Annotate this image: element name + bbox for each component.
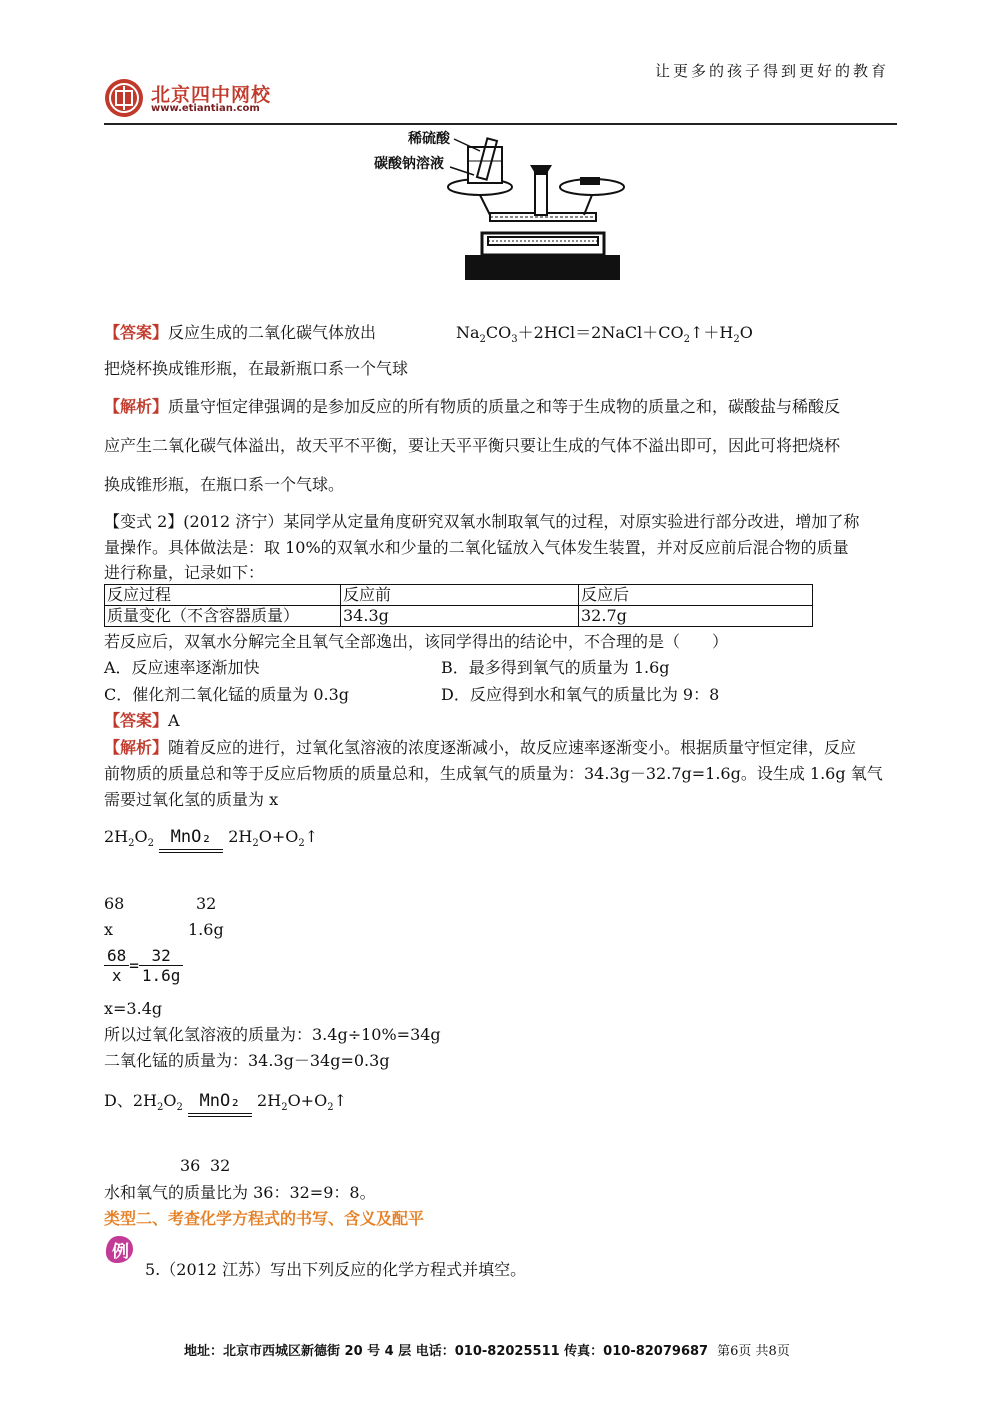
logo-url: www.etiantian.com [151, 103, 260, 114]
mass-table [104, 584, 813, 627]
proportion: $\frac{68}{x}$ = $\frac{32}{1.6g}$ [104, 946, 183, 985]
answer-1-line2: 把烧杯换成锥形瓶，在最新瓶口系一个气球 [104, 359, 409, 378]
table-header-cell: 反应过程 [105, 585, 341, 606]
analysis-2-line3: 需要过氧化氢的质量为 x [104, 790, 279, 809]
option-c: C．催化剂二氧化锰的质量为 0.3g [104, 685, 350, 704]
table-header-row [105, 585, 813, 606]
reaction-equation-d: D、$2H_2O_2$ MnO₂ $2H_2O+O_2↑$ [104, 1090, 347, 1120]
answer-2 [104, 710, 180, 732]
variant-2-line2: 量操作。具体做法是：取 10%的双氧水和少量的二氧化锰放入气体发生装置，并对反应前后混合物的质量 [104, 538, 849, 557]
table-cell: 质量变化（不含容器质量） [105, 606, 341, 627]
table-row [105, 606, 813, 627]
calc-mno2-mass: 二氧化锰的质量为：34.3g－34g=0.3g [104, 1051, 390, 1070]
calc-1-6g: 1.6g [188, 920, 224, 939]
calc-solution-mass: 所以过氧化氢溶液的质量为：3.4g÷10%=34g [104, 1025, 441, 1044]
calc-d-mass-32: 32 [210, 1156, 231, 1175]
table-header-cell: 反应前 [341, 585, 579, 606]
analysis-2-line2: 前物质的质量总和等于反应后物质的质量总和，生成氧气的质量为：34.3g－32.7g=1.6g。设生成 1.6g 氧气 [104, 764, 883, 783]
label-dilute-acid: 稀硫酸 [408, 131, 450, 147]
analysis-tag: 【解析】 [104, 738, 169, 757]
calc-x: x [104, 920, 114, 939]
calc-mass-32: 32 [196, 894, 217, 913]
balance-figure [370, 125, 630, 285]
analysis-1-line1: 【解析】质量守恒定律强调的是参加反应的所有物质的质量之和等于生成物的质量之和，碳酸盐与稀酸反 [104, 397, 841, 416]
answer-1-text: 反应生成的二氧化碳气体放出 [168, 323, 377, 342]
answer-tag: 【答案】 [104, 711, 169, 730]
answer-2-text: A [168, 711, 180, 730]
header-slogan: 让更多的孩子得到更好的教育 [655, 62, 890, 80]
question-stem: 若反应后，双氧水分解完全且氧气全部逸出，该同学得出的结论中，不合理的是（ ） [104, 632, 729, 651]
answer-tag: 【答案】 [104, 323, 169, 342]
variant-2-line1: 【变式 2】(2012 济宁）某同学从定量角度研究双氧水制取氧气的过程，对原实验进行部分改进，增加了称 [104, 512, 860, 531]
option-d: D．反应得到水和氧气的质量比为 9：8 [441, 685, 720, 704]
table-cell: 32.7g [579, 606, 813, 627]
school-logo-icon [104, 78, 144, 118]
analysis-1-line2: 应产生二氧化碳气体溢出，故天平不平衡，要让天平平衡只要让生成的气体不溢出即可，因此可将把烧杯 [104, 436, 841, 455]
table-header-cell: 反应后 [579, 585, 813, 606]
option-a: A．反应速率逐渐加快 [104, 658, 260, 677]
answer-1 [104, 322, 376, 344]
label-sodium-carbonate: 碳酸钠溶液 [374, 156, 444, 172]
answer-1-equation: $Na_2CO_3+2HCl=2NaCl+CO_2↑+H_2O$ [456, 323, 753, 346]
footer-address: 地址：北京市西城区新德街 20 号 4 层 电话：010-82025511 传真：010-82079687 [184, 1344, 709, 1359]
calc-d-mass-36: 36 [180, 1156, 201, 1175]
logo-name: 北京四中网校 [151, 84, 272, 106]
variant-2-line3: 进行称量，记录如下： [104, 563, 265, 582]
table-cell: 34.3g [341, 606, 579, 627]
fraction-left: $\frac{68}{x}$ [104, 946, 129, 985]
section-title-type-2: 类型二、考查化学方程式的书写、含义及配平 [104, 1209, 425, 1228]
example-5-text: 5.（2012 江苏）写出下列反应的化学方程式并填空。 [145, 1260, 527, 1279]
example-badge-label: 例 [112, 1242, 129, 1262]
analysis-2-line1: 【解析】随着反应的进行，过氧化氢溶液的浓度逐渐减小，故反应速率逐渐变小。根据质量守恒定律，反应 [104, 738, 857, 757]
footer [184, 1340, 790, 1359]
reaction-equation: $2H_2O_2$ MnO₂ $2H_2O+O_2↑$ [104, 826, 318, 856]
balance-scale-icon [370, 125, 630, 285]
catalyst-label: MnO₂ [159, 826, 223, 848]
option-b: B．最多得到氧气的质量为 1.6g [441, 658, 670, 677]
calc-d-ratio: 水和氧气的质量比为 36：32=9：8。 [104, 1183, 376, 1202]
calc-result: x=3.4g [104, 999, 163, 1018]
page-number: 第6页 共8页 [717, 1344, 790, 1359]
analysis-tag: 【解析】 [104, 397, 169, 416]
catalyst-label: MnO₂ [188, 1090, 252, 1112]
calc-mass-68: 68 [104, 894, 125, 913]
fraction-right: $\frac{32}{1.6g}$ [139, 946, 184, 985]
analysis-1-line3: 换成锥形瓶，在瓶口系一个气球。 [104, 475, 345, 494]
